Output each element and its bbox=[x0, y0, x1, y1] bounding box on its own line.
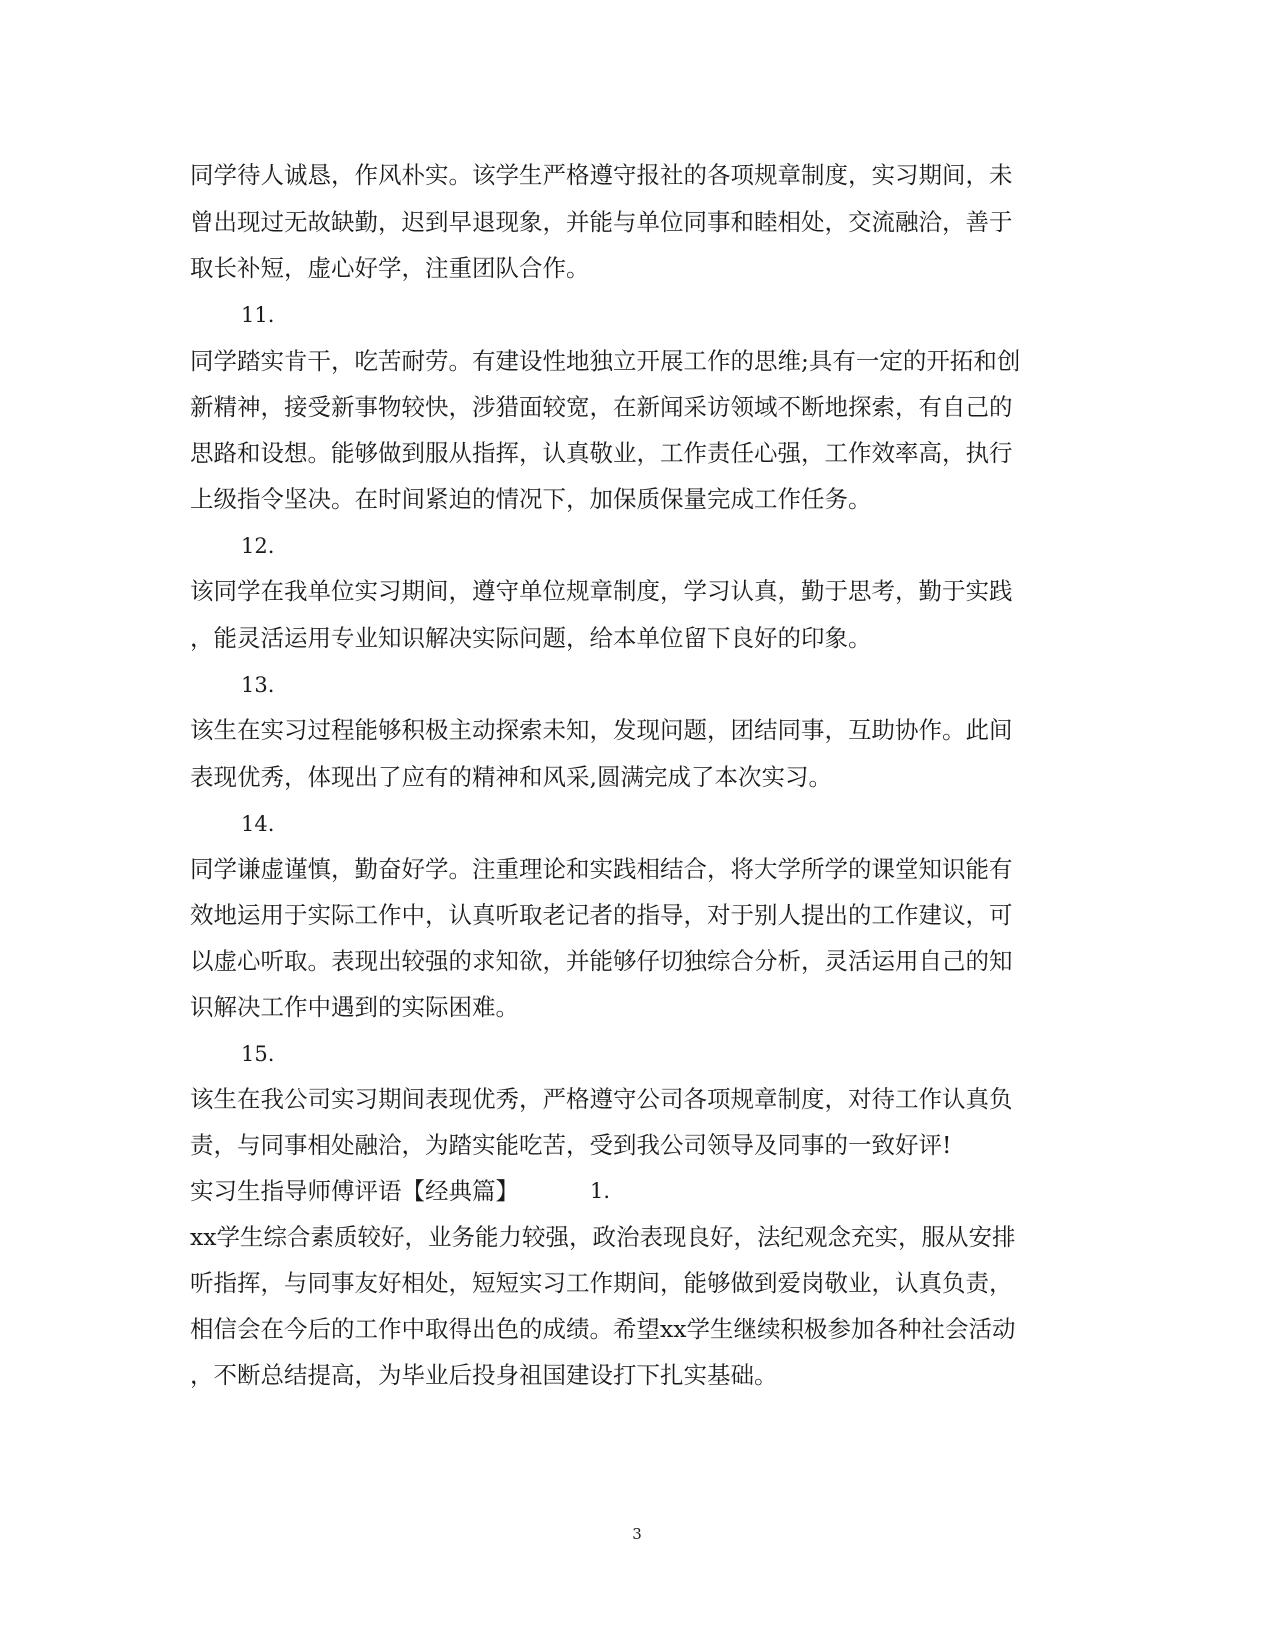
text-line: 思路和设想。能够做到服从指挥，认真敬业，工作责任心强，工作效率高，执行 bbox=[190, 439, 1013, 467]
text-line: 同学谦虚谨慎，勤奋好学。注重理论和实践相结合，将大学所学的课堂知识能有 bbox=[190, 855, 1013, 883]
text-line: ，能灵活运用专业知识解决实际问题，给本单位留下良好的印象。 bbox=[190, 624, 872, 652]
text-line: 该同学在我单位实习期间，遵守单位规章制度，学习认真，勤于思考，勤于实践 bbox=[190, 577, 1013, 605]
text-line: 取长补短，虚心好学，注重团队合作。 bbox=[190, 254, 590, 282]
text-line: 责，与同事相处融洽，为踏实能吃苦，受到我公司领导及同事的一致好评! bbox=[190, 1131, 952, 1159]
text-line: 相信会在今后的工作中取得出色的成绩。希望xx学生继续积极参加各种社会活动 bbox=[190, 1315, 1016, 1343]
text-line: 同学待人诚恳，作风朴实。该学生严格遵守报社的各项规章制度，实习期间，未 bbox=[190, 161, 1013, 189]
item-number: 12. bbox=[241, 534, 275, 558]
text-line: 该生在实习过程能够积极主动探索未知，发现问题，团结同事，互助协作。此间 bbox=[190, 716, 1013, 744]
item-number: 1. bbox=[590, 1179, 611, 1203]
item-number: 13. bbox=[241, 673, 275, 697]
page-number: 3 bbox=[632, 1525, 642, 1543]
text-line: 该生在我公司实习期间表现优秀，严格遵守公司各项规章制度，对待工作认真负 bbox=[190, 1085, 1013, 1113]
text-line: xx学生综合素质较好，业务能力较强，政治表现良好，法纪观念充实，服从安排 bbox=[190, 1223, 1016, 1251]
item-number: 11. bbox=[241, 303, 275, 327]
text-line: ，不断总结提高，为毕业后投身祖国建设打下扎实基础。 bbox=[190, 1361, 778, 1389]
text-line: 表现优秀，体现出了应有的精神和风采,圆满完成了本次实习。 bbox=[190, 763, 832, 791]
text-line: 上级指令坚决。在时间紧迫的情况下，加保质保量完成工作任务。 bbox=[190, 485, 872, 513]
item-number: 15. bbox=[241, 1042, 275, 1066]
text-line: 曾出现过无故缺勤，迟到早退现象，并能与单位同事和睦相处，交流融洽，善于 bbox=[190, 208, 1013, 236]
text-line: 以虚心听取。表现出较强的求知欲，并能够仔切独综合分析，灵活运用自己的知 bbox=[190, 947, 1013, 975]
item-number: 14. bbox=[241, 812, 275, 836]
text-line: 听指挥，与同事友好相处，短短实习工作期间，能够做到爱岗敬业，认真负责， bbox=[190, 1269, 1013, 1297]
text-line: 同学踏实肯干，吃苦耐劳。有建设性地独立开展工作的思维;具有一定的开拓和创 bbox=[190, 347, 1021, 375]
text-line: 效地运用于实际工作中，认真听取老记者的指导，对于别人提出的工作建议，可 bbox=[190, 901, 1013, 929]
text-line: 识解决工作中遇到的实际困难。 bbox=[190, 993, 519, 1021]
section-title: 实习生指导师傅评语【经典篇】 bbox=[190, 1177, 519, 1205]
section-heading bbox=[190, 1176, 1090, 1206]
text-line: 新精神，接受新事物较快，涉猎面较宽，在新闻采访领域不断地探索，有自己的 bbox=[190, 393, 1013, 421]
